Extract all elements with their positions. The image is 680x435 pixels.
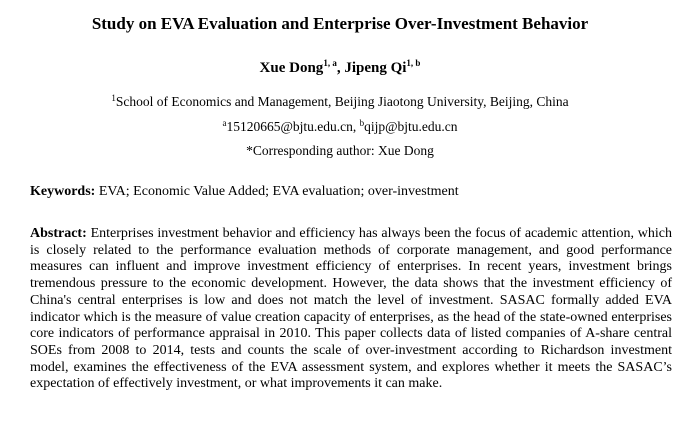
abstract (30, 226, 672, 393)
keywords-text: EVA; Economic Value Added; EVA evaluation; over-investment (95, 184, 459, 199)
email-mark: b (359, 118, 365, 128)
author-name: Xue Dong (259, 60, 324, 76)
abstract-label: Abstract: (30, 226, 87, 241)
author-affiliation-mark: 1, b (406, 58, 421, 68)
paper-title: Study on EVA Evaluation and Enterprise Over-Investment Behavior (91, 14, 589, 33)
author-name: Jipeng Qi (344, 60, 407, 76)
abstract-text: Enterprises investment behavior and efficiency has always been the focus of academic attention, which is closely related to the performance evaluation methods of corporate management, and good performance measures can influent and improve investment efficiency of enterprises. In recent years, investment brings tremendous pressure to the economic development. However, the data shows that the investment efficiency of China's central enterprises is low and does not match the level of investment. SASAC formally added EVA indicator which is the measure of value creation capacity of enterprises, as the head of the state-owned enterprises core indicators of performance appraisal in 2010. This paper collects data of listed companies of A-share central SOEs from 2008 to 2014, tests and counts the scale of over-investment according to Richardson investment model, examines the effectiveness of the EVA assessment system, and explores whether it meets the SASAC’s expectation of effectively investment, or what improvements it can make. (30, 226, 672, 392)
corresponding-author: *Corresponding author: Xue Dong (246, 143, 434, 158)
keywords (30, 183, 670, 201)
email-list (0, 118, 680, 136)
email-address: 15120665@bjtu.edu.cn (226, 119, 353, 134)
email-separator: , (352, 119, 360, 134)
email-mark: a (222, 118, 227, 128)
affiliation-mark: 1 (111, 93, 116, 103)
author-list (0, 58, 680, 78)
affiliation (0, 93, 680, 111)
author-separator: , (336, 60, 345, 76)
email-address: qijp@bjtu.edu.cn (364, 119, 458, 134)
affiliation-text: School of Economics and Management, Beijing Jiaotong University, Beijing, China (115, 94, 569, 109)
author-affiliation-mark: 1, a (323, 58, 337, 68)
keywords-label: Keywords: (30, 184, 96, 199)
